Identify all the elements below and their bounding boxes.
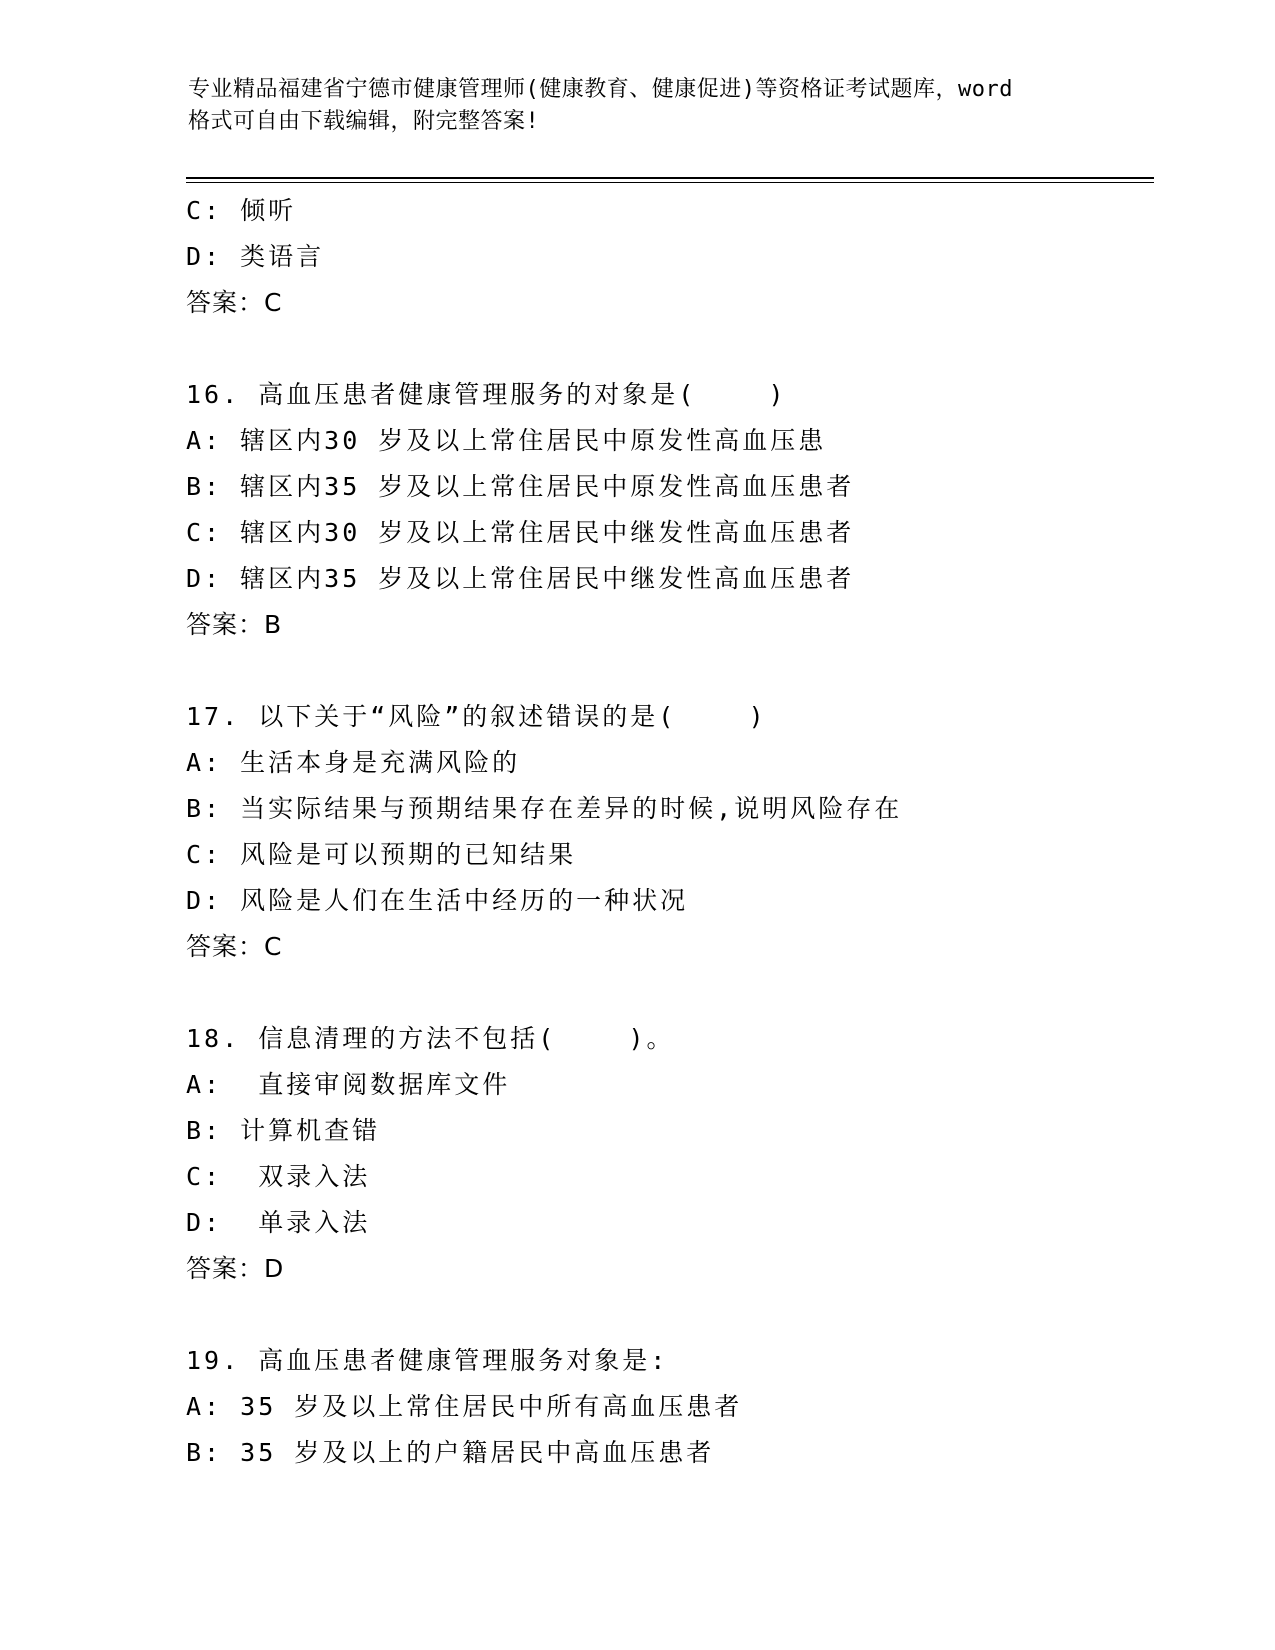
answer-line: 答案：C	[186, 288, 283, 317]
option-b: B: 35 岁及以上的户籍居民中高血压患者	[186, 1438, 715, 1467]
question-stem: 17. 以下关于“风险”的叙述错误的是( )	[186, 702, 767, 731]
question-15-tail	[186, 188, 1146, 326]
option-d: D: 辖区内35 岁及以上常住居民中继发性高血压患者	[186, 564, 855, 593]
answer-line: 答案：C	[186, 932, 283, 961]
option-c: C: 风险是可以预期的已知结果	[186, 840, 577, 869]
header-line-1: 专业精品福建省宁德市健康管理师(健康教育、健康促进)等资格证考试题库，word	[188, 77, 1013, 102]
question-stem: 19. 高血压患者健康管理服务对象是:	[186, 1346, 669, 1375]
question-list	[186, 188, 1146, 1476]
option-b: B: 计算机查错	[186, 1116, 381, 1145]
answer-line: 答案：D	[186, 1254, 285, 1283]
document-header	[188, 74, 1088, 138]
option-d: D: 单录入法	[186, 1208, 371, 1237]
option-d: D: 风险是人们在生活中经历的一种状况	[186, 886, 689, 915]
option-a: A: 辖区内30 岁及以上常住居民中原发性高血压患	[186, 426, 827, 455]
question-spacer	[186, 1292, 1146, 1338]
option-d: D: 类语言	[186, 242, 325, 271]
option-a: A: 生活本身是充满风险的	[186, 748, 521, 777]
question-18	[186, 1016, 1146, 1292]
option-c: C: 辖区内30 岁及以上常住居民中继发性高血压患者	[186, 518, 855, 547]
option-a: A: 35 岁及以上常住居民中所有高血压患者	[186, 1392, 743, 1421]
header-divider-thin	[186, 182, 1154, 183]
answer-line: 答案：B	[186, 610, 283, 639]
header-divider-thick	[186, 177, 1154, 179]
question-spacer	[186, 970, 1146, 1016]
option-c: C: 倾听	[186, 196, 297, 225]
option-c: C: 双录入法	[186, 1162, 371, 1191]
header-line-2: 格式可自由下载编辑，附完整答案!	[188, 109, 540, 134]
question-stem: 16. 高血压患者健康管理服务的对象是( )	[186, 380, 787, 409]
question-spacer	[186, 648, 1146, 694]
option-b: B: 当实际结果与预期结果存在差异的时候,说明风险存在	[186, 794, 903, 823]
question-spacer	[186, 326, 1146, 372]
option-a: A: 直接审阅数据库文件	[186, 1070, 511, 1099]
question-17	[186, 694, 1146, 970]
option-b: B: 辖区内35 岁及以上常住居民中原发性高血压患者	[186, 472, 855, 501]
question-stem: 18. 信息清理的方法不包括( )。	[186, 1024, 675, 1053]
question-16	[186, 372, 1146, 648]
question-19	[186, 1338, 1146, 1476]
